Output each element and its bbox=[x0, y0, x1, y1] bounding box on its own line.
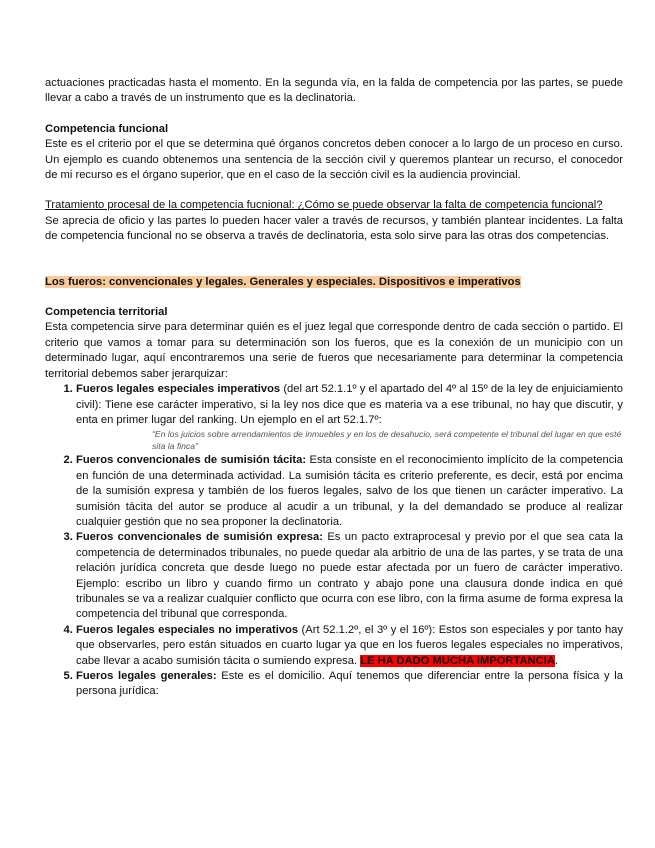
fuero-text: Es un pacto extraprocesal y previo por el que sea cata la competencia de determinados tribunales, no puede quedar ala arbitrio de una de las partes, y se trata de una relación jurídica concreta que desde luego no puede estar afectada por un fuero de carácter imperativo. Ejemplo: escribo un libro y cuando firmo un contrato y abajo pone una clausura donde indica en qué tribunales se va a realizar cualquier conflicto que ocurra con ese libro, con la firma asume de forma expresa la competencia del tribunal que corresponda. bbox=[76, 531, 623, 621]
spacer bbox=[45, 107, 623, 122]
funcional-subheading: Tratamiento procesal de la competencia fucnional: ¿Cómo se puede observar la falta de competencia funcional? bbox=[45, 199, 603, 212]
document-page bbox=[45, 76, 623, 700]
fuero-text: Este es el domicilio. Aquí tenemos que diferenciar entre la persona física y la persona jurídica: bbox=[76, 670, 623, 698]
list-item bbox=[76, 669, 623, 700]
funcional-heading: Competencia funcional bbox=[45, 122, 169, 135]
fuero-text: (Art 52.1.2º, el 3º y el 16º): Estos son especiales y por tanto hay que observarles, pero están situados en cuarto lugar ya que en los fueros legales especiales no imperativos, cabe llevar a acabo sumisión tácita o sumiendo expresa. bbox=[76, 623, 623, 667]
list-item bbox=[76, 623, 623, 669]
fuero-title: Fueros convencionales de sumisión expresa: bbox=[76, 531, 323, 544]
spacer bbox=[45, 290, 623, 305]
list-item bbox=[76, 453, 623, 530]
section-title-line bbox=[45, 275, 623, 290]
intro-paragraph: actuaciones practicadas hasta el momento. En la segunda vía, en la falda de competencia por las partes, se puede llevar a cabo a través de un instrumento que es la declinatoria. bbox=[45, 77, 623, 105]
spacer bbox=[45, 183, 623, 198]
quote-text: “En los juicios sobre arrendamientos de inmuebles y en los de desahucio, será competente el tribunal del lugar en que esté sita la finca” bbox=[152, 429, 622, 451]
fueros-list bbox=[45, 382, 623, 700]
list-item bbox=[76, 382, 623, 452]
spacer bbox=[45, 245, 623, 260]
funcional-paragraph: Este es el criterio por el que se determina qué órganos concretos deben conocer a lo largo de un proceso en curso. Un ejemplo es cuando obtenemos una sentencia de la sección civil y queremos plantear un recurso, el conocedor de mi recurso es el órgano superior, que en el caso de la sección civil es la audiencia provincial. bbox=[45, 138, 623, 182]
fuero-text: (del art 52.1.1º y el apartado del 4º al 15º de la ley de enjuiciamiento civil): Tiene ese carácter imperativo, si la ley nos dice que es materia va a ese tribunal, no hay que discutir, y enta en primer lugar del ranking. Un ejemplo en el art 52.1.7º: bbox=[76, 383, 623, 426]
fuero-title: Fueros convencionales de sumisión tácita: bbox=[76, 454, 307, 467]
section-title: Los fueros: convencionales y legales. Generales y especiales. Dispositivos e imperativos bbox=[45, 275, 521, 288]
funcional-sub-paragraph: Se aprecia de oficio y las partes lo pueden hacer valer a través de recursos, y también plantear incidentes. La falta de competencia funcional no se observa a través de declinatoria, esta solo sirve para las otras dos competencias. bbox=[45, 214, 623, 243]
spacer bbox=[45, 260, 623, 275]
fuero-title: Fueros legales especiales imperativos bbox=[76, 383, 281, 396]
territorial-paragraph: Esta competencia sirve para determinar quién es el juez legal que corresponde dentro de cada sección o partido. El criterio que vamos a tomar para su determinación son los fueros, que es la conexión de un municipio con un determinado lugar, aquí encontraremos una serie de fueros que necesariamente para determinar la competencia territorial debemos saber jerarquizar: bbox=[45, 321, 623, 380]
fuero-title: Fueros legales generales: bbox=[76, 670, 217, 682]
list-item bbox=[76, 530, 623, 622]
fuero-text-end: . bbox=[554, 654, 559, 667]
fuero-title: Fueros legales especiales no imperativos bbox=[76, 623, 299, 636]
importance-highlight: LE HA DADO MUCHA IMPORTANCIA bbox=[360, 654, 555, 667]
territorial-heading: Competencia territorial bbox=[45, 306, 168, 319]
fuero-text: Esta consiste en el reconocimiento implícito de la competencia en función de una determinada actividad. La sumisión tácita es criterio preferente, es decir, está por encima de la sumisión expresa y también de los fueros legales, salvo de los que tienen un carácter imperativo. La sumisión tácita del autor se produce al acudir a un tribunal, y la del demandado se produce al realizar cualquier gestión que no sea proponer la declinatoria. bbox=[76, 454, 623, 528]
